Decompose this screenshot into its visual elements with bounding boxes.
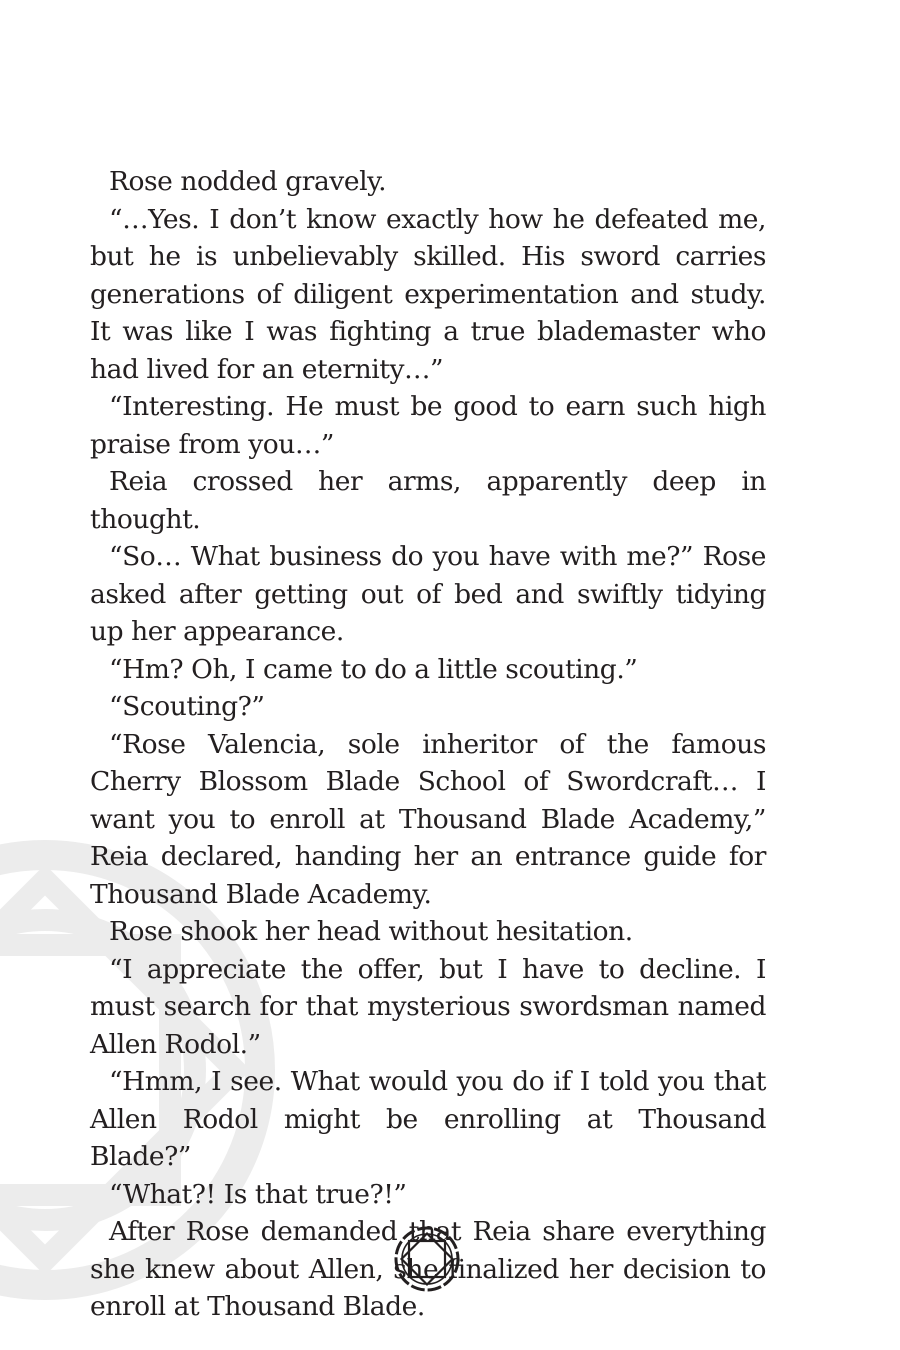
scene-break-ornament-icon — [392, 1224, 462, 1294]
page-body-text — [90, 163, 766, 1326]
paragraph: After Rose demanded that Reia share everything she knew about Allen, she finalized her decision to enroll at Thousand Blade. — [90, 1216, 766, 1322]
paragraph: “What?! Is that true?!” — [109, 1178, 407, 1210]
paragraph: “Hmm, I see. What would you do if I told you that Allen Rodol might be enrolling at Thousand Blade?” — [90, 1066, 766, 1172]
paragraph: Rose shook her head without hesitation. — [109, 916, 633, 947]
paragraph: “So… What business do you have with me?” Rose asked after getting out of bed and swiftly tidying up her appearance. — [90, 541, 766, 647]
paragraph: “Hm? Oh, I came to do a little scouting.” — [109, 653, 638, 685]
paragraph: “Interesting. He must be good to earn such high praise from you…” — [90, 391, 766, 460]
paragraph: “Rose Valencia, sole inheritor of the famous Cherry Blossom Blade School of Swordcraft… I want you to enroll at Thousand Blade Academy,” Reia declared, handing her an entrance guide for Thousand Blade Academy. — [90, 728, 766, 910]
paragraph: “…Yes. I don’t know exactly how he defeated me, but he is unbelievably skilled. His sword carries generations of diligent experimentation and study. It was like I was fighting a true blademaster who had lived for an eternity…” — [90, 203, 766, 385]
paragraph: Reia crossed her arms, apparently deep in thought. — [90, 466, 766, 535]
paragraph: “I appreciate the offer, but I have to decline. I must search for that mysterious swordsman named Allen Rodol.” — [90, 953, 766, 1060]
paragraph: Rose nodded gravely. — [109, 166, 387, 197]
paragraph: “Scouting?” — [109, 691, 265, 722]
